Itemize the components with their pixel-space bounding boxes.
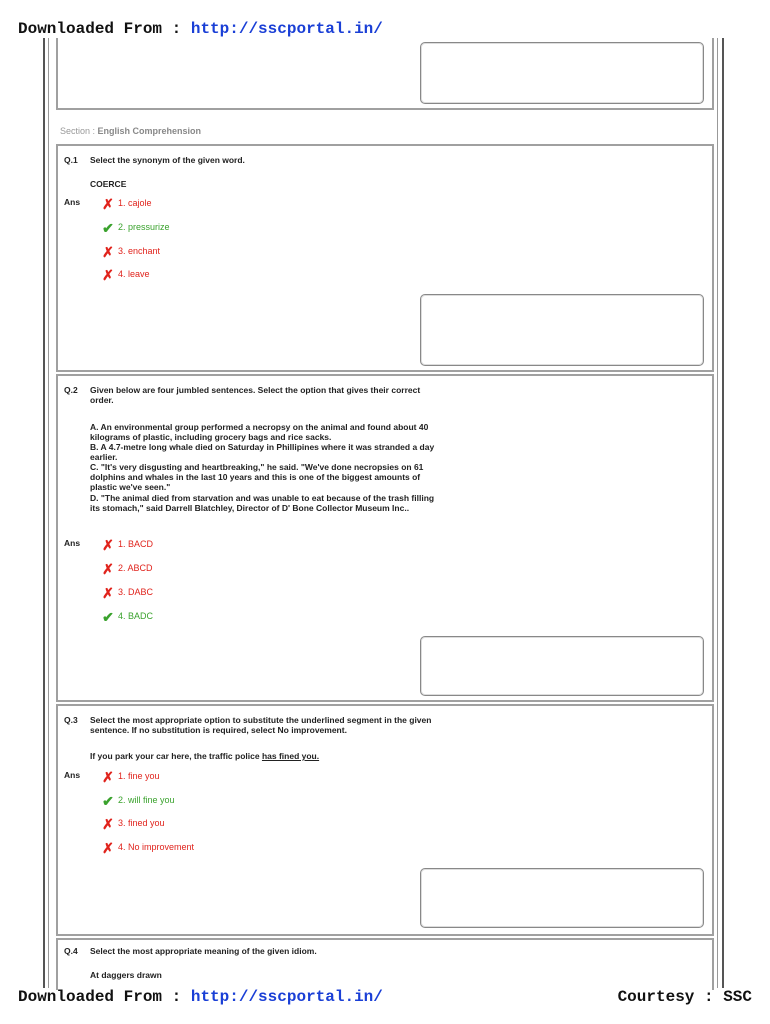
section-name: English Comprehension xyxy=(97,126,202,136)
response-box xyxy=(420,868,704,928)
check-icon: ✔ xyxy=(102,608,114,625)
option-3[interactable]: ✗ 3. DABC xyxy=(100,584,153,600)
option-1[interactable]: ✗ 1. BACD xyxy=(100,536,153,552)
option-4[interactable]: ✗ 4. No improvement xyxy=(100,839,194,855)
question-number: Q.2 xyxy=(64,385,78,395)
cross-icon: ✗ xyxy=(102,195,114,212)
right-outer-rule xyxy=(722,38,724,988)
passage-line: B. A 4.7-metre long whale died on Saturday in Phillipines where it was stranded a day xyxy=(90,442,435,452)
page-header xyxy=(18,20,383,38)
question-3 xyxy=(56,704,714,936)
cross-icon: ✗ xyxy=(102,839,114,856)
cross-icon: ✗ xyxy=(102,536,114,553)
question-number: Q.1 xyxy=(64,155,78,165)
question-word: COERCE xyxy=(90,179,127,189)
question-2 xyxy=(56,374,714,702)
courtesy-label: Courtesy : SSC xyxy=(617,988,752,1006)
question-text-line-1: Given below are four jumbled sentences. Select the option that gives their correct xyxy=(90,385,421,395)
option-1[interactable]: ✗ 1. fine you xyxy=(100,768,160,784)
response-box xyxy=(420,294,704,366)
passage-line: C. "It's very disgusting and heartbreaking," he said. "We've done necropsies on 61 xyxy=(90,462,424,472)
question-text: Select the most appropriate meaning of the given idiom. xyxy=(90,946,317,956)
cross-icon: ✗ xyxy=(102,266,114,283)
cross-icon: ✗ xyxy=(102,768,114,785)
option-3[interactable]: ✗ 3. fined you xyxy=(100,815,165,831)
passage-line: D. "The animal died from starvation and was unable to eat because of the trash filling xyxy=(90,493,435,503)
option-2[interactable]: ✔ 2. will fine you xyxy=(100,792,175,808)
question-sentence: If you park your car here, the traffic police has fined you. xyxy=(90,751,320,761)
question-idiom: At daggers drawn xyxy=(90,970,162,980)
cross-icon: ✗ xyxy=(102,560,114,577)
question-text-line-1: Select the most appropriate option to substitute the underlined segment in the given xyxy=(90,715,432,725)
check-icon: ✔ xyxy=(102,792,114,809)
cross-icon: ✗ xyxy=(102,243,114,260)
footer-prefix: Downloaded From : xyxy=(18,988,182,1006)
passage-line: earlier. xyxy=(90,452,118,462)
check-icon: ✔ xyxy=(102,219,114,236)
cross-icon: ✗ xyxy=(102,815,114,832)
response-box xyxy=(420,636,704,696)
option-4[interactable]: ✗ 4. leave xyxy=(100,266,150,282)
question-number: Q.4 xyxy=(64,946,78,956)
underlined-segment: has fined you. xyxy=(261,751,320,761)
option-2[interactable]: ✔ 2. pressurize xyxy=(100,219,170,235)
response-box xyxy=(420,42,704,104)
question-text-line-2: order. xyxy=(90,395,114,405)
footer-link[interactable]: http://sscportal.in/ xyxy=(190,988,383,1006)
header-prefix: Downloaded From : xyxy=(18,20,182,38)
ans-label: Ans xyxy=(64,770,81,780)
section-label: Section : English Comprehension xyxy=(60,126,202,136)
passage-line: dolphins and whales in the last 10 years and this is one of the biggest amounts of xyxy=(90,472,421,482)
page-footer xyxy=(18,988,383,1006)
question-text-line-2: sentence. If no substitution is required, select No improvement. xyxy=(90,725,347,735)
header-link[interactable]: http://sscportal.in/ xyxy=(190,20,383,38)
question-number: Q.3 xyxy=(64,715,78,725)
passage-line: its stomach," said Darrell Blatchley, Director of D' Bone Collector Museum Inc.. xyxy=(90,503,410,513)
question-text: Select the synonym of the given word. xyxy=(90,155,245,165)
passage-line: kilograms of plastic, including grocery bags and rice sacks. xyxy=(90,432,332,442)
passage-line: A. An environmental group performed a necropsy on the animal and found about 40 xyxy=(90,422,429,432)
right-inner-rule xyxy=(717,38,718,988)
previous-question-box xyxy=(56,38,714,110)
left-inner-rule xyxy=(48,38,49,988)
passage-line: plastic we've seen." xyxy=(90,482,171,492)
cross-icon: ✗ xyxy=(102,584,114,601)
option-2[interactable]: ✗ 2. ABCD xyxy=(100,560,153,576)
question-1 xyxy=(56,144,714,372)
ans-label: Ans xyxy=(64,197,81,207)
option-3[interactable]: ✗ 3. enchant xyxy=(100,243,160,259)
option-1[interactable]: ✗ 1. cajole xyxy=(100,195,152,211)
ans-label: Ans xyxy=(64,538,81,548)
question-4 xyxy=(56,938,714,990)
left-outer-rule xyxy=(43,38,45,988)
option-4[interactable]: ✔ 4. BADC xyxy=(100,608,153,624)
